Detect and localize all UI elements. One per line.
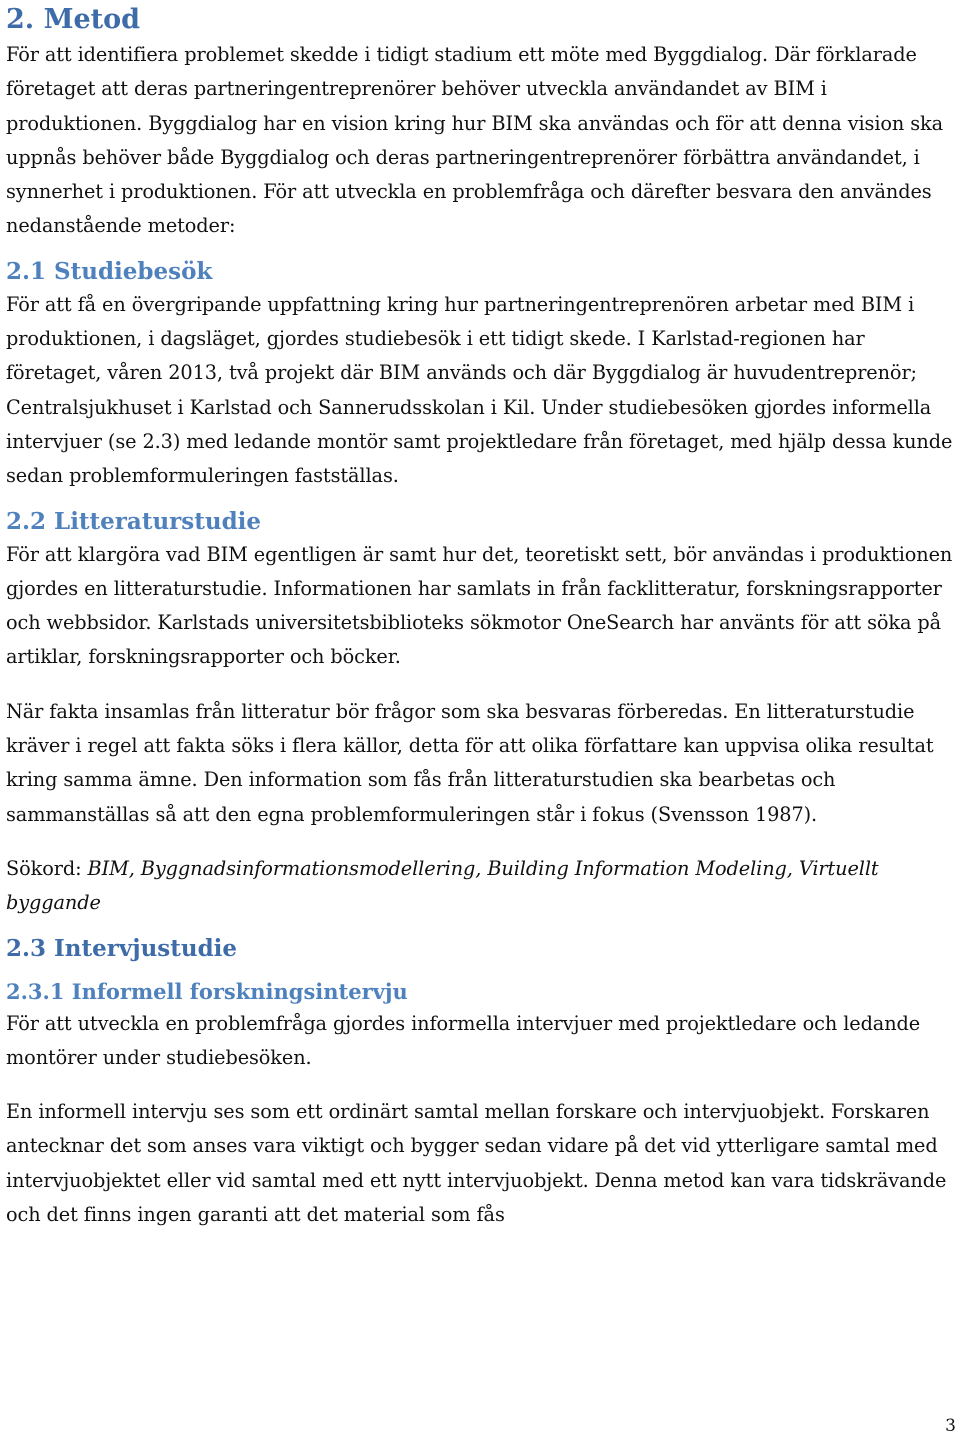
section-paragraph-litteraturstudie-2: När fakta insamlas från litteratur bör frågor som ska besvaras förberedas. En litteraturstudie kräver i regel att fakta söks i flera källor, detta för att olika författare kan uppvisa olika resultat kring samma ämne. Den information som fås från litteraturstudien ska bearbetas och sammanställas så att den egna problemformuleringen står i fokus (Svensson 1987). — [6, 699, 934, 826]
section-paragraph-informell-1: För att utveckla en problemfråga gjordes informella intervjuer med projektledare och ledande montörer under studiebesöken. — [6, 1011, 921, 1069]
section-paragraph-informell-2: En informell intervju ses som ett ordinärt samtal mellan forskare och intervjuobjekt. Forskaren antecknar det som anses vara viktigt och bygger sedan vidare på det vid ytterligare samtal med intervjuobjektet eller vid samtal med ett nytt intervjuobjekt. Denna metod kan vara tidskrävande och det finns ingen garanti att det material som fås — [6, 1100, 947, 1227]
section-heading-metod: 2. Metod — [6, 4, 141, 35]
section-paragraph-litteraturstudie-1: För att klargöra vad BIM egentligen är samt hur det, teoretiskt sett, bör användas i produktionen gjordes en litteraturstudie. Informationen har samlats in från facklitteratur, forskningsrapporter och webbsidor. Karlstads universitetsbiblioteks sökmotor OneSearch har använts för att söka på artiklar, forskningsrapporter och böcker. — [6, 542, 953, 669]
keywords-label: Sökord: — [6, 856, 82, 880]
section-heading-informell-intervju: 2.3.1 Informell forskningsintervju — [6, 978, 408, 1004]
document-page — [6, 0, 958, 1232]
page-number: 3 — [945, 1416, 956, 1436]
keywords-paragraph — [6, 852, 958, 921]
section-heading-studiebesok: 2.1 Studiebesök — [6, 257, 213, 285]
section-heading-intervjustudie: 2.3 Intervjustudie — [6, 934, 238, 962]
section-heading-litteraturstudie: 2.2 Litteraturstudie — [6, 507, 262, 535]
section-paragraph-studiebesok: För att få en övergripande uppfattning kring hur partneringentreprenören arbetar med BIM i produktionen, i dagsläget, gjordes studiebesök i ett tidigt skede. I Karlstad-regionen har företaget, våren 2013, två projekt där BIM används och där Byggdialog är huvudentreprenör; Centralsjukhuset i Karlstad och Sannerudsskolan i Kil. Under studiebesöken gjordes informella intervjuer (se 2.3) med ledande montör samt projektledare från företaget, med hjälp dessa kunde sedan problemformuleringen fastställas. — [6, 292, 953, 488]
keywords-list: BIM, Byggnadsinformationsmodellering, Building Information Modeling, Virtuellt byggande — [6, 856, 879, 915]
section-paragraph-metod: För att identifiera problemet skedde i tidigt stadium ett möte med Byggdialog. Där förklarade företaget att deras partneringentreprenörer behöver utveckla användandet av BIM i produktionen. Byggdialog har en vision kring hur BIM ska användas och för att denna vision ska uppnås behöver både Byggdialog och deras partneringentreprenörer förbättra användandet, i synnerhet i produktionen. För att utveckla en problemfråga och därefter besvara den användes nedanstående metoder: — [6, 43, 944, 238]
